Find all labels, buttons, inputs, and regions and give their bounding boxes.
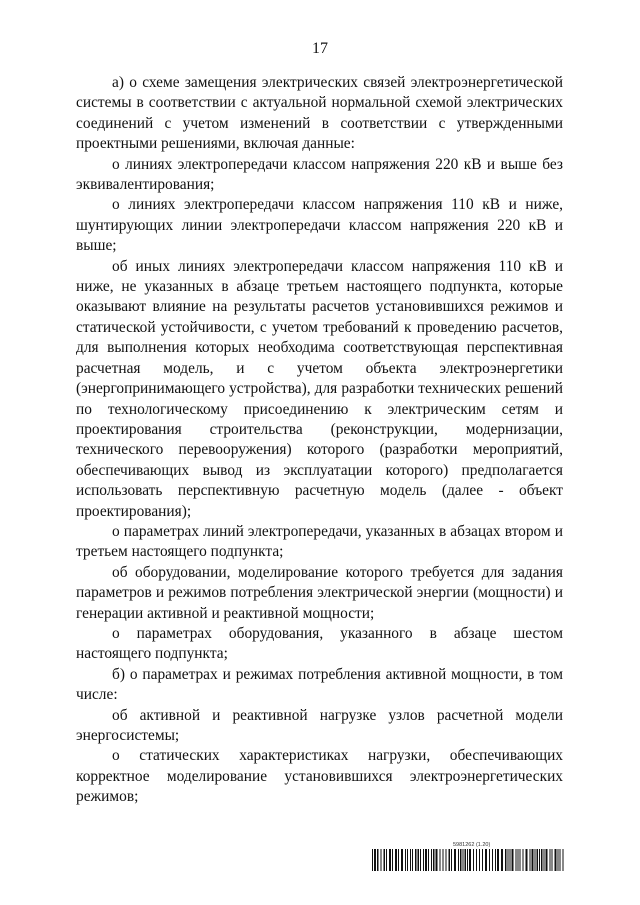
barcode-bar bbox=[443, 849, 444, 871]
barcode-bar bbox=[436, 849, 438, 871]
paragraph-static-characteristics: о статических характеристиках нагрузки, обеспечивающих корректное моделирование установившихся электроэнергетических режимов; bbox=[76, 747, 563, 806]
barcode-bar bbox=[449, 849, 451, 871]
barcode-bar bbox=[384, 849, 386, 871]
barcode-bar bbox=[415, 849, 417, 871]
barcode-bar bbox=[532, 849, 534, 871]
barcode-bar bbox=[410, 849, 411, 871]
barcode-bar bbox=[392, 849, 393, 871]
barcode bbox=[372, 849, 564, 871]
barcode-bar bbox=[460, 849, 462, 871]
barcode-bar bbox=[563, 849, 564, 871]
barcode-bar bbox=[398, 849, 399, 871]
barcode-bar bbox=[508, 849, 509, 871]
barcode-bar bbox=[386, 849, 387, 871]
barcode-bar bbox=[501, 849, 503, 871]
barcode-bar bbox=[458, 849, 459, 871]
barcode-bar bbox=[428, 849, 429, 871]
page-number: 17 bbox=[312, 40, 328, 57]
barcode-bar bbox=[510, 849, 511, 871]
barcode-bar bbox=[431, 849, 432, 871]
barcode-bar bbox=[505, 849, 507, 871]
paragraph-lines-220kv: о линиях электропередачи классом напряжения 220 кВ и выше без эквивалентирования; bbox=[76, 155, 563, 194]
paragraph-node-load: об активной и реактивной нагрузке узлов расчетной модели энергосистемы; bbox=[76, 706, 563, 744]
barcode-bar bbox=[523, 849, 524, 871]
barcode-bar bbox=[418, 849, 420, 871]
barcode-bar bbox=[512, 849, 514, 871]
barcode-bar bbox=[516, 849, 517, 871]
barcode-bar bbox=[482, 849, 483, 871]
barcode-bar bbox=[412, 849, 413, 871]
barcode-bar bbox=[537, 849, 539, 871]
barcode-bar bbox=[374, 849, 376, 871]
barcode-bar bbox=[405, 849, 406, 871]
barcode-bar bbox=[544, 849, 545, 871]
barcode-bar bbox=[401, 849, 403, 871]
barcode-bar bbox=[446, 849, 447, 871]
paragraph-line-parameters: о параметрах линий электропередачи, указанных в абзацах втором и третьем настоящего подпункта; bbox=[76, 522, 563, 561]
barcode-bar bbox=[476, 849, 477, 871]
barcode-bar bbox=[465, 849, 467, 871]
barcode-bar bbox=[485, 849, 487, 871]
barcode-bar bbox=[389, 849, 391, 871]
barcode-bar bbox=[526, 849, 528, 871]
barcode-bar bbox=[495, 849, 496, 871]
barcode-bar bbox=[381, 849, 382, 871]
barcode-bar bbox=[469, 849, 471, 871]
barcode-bar bbox=[492, 849, 493, 871]
barcode-bar bbox=[420, 849, 421, 871]
barcode-bar bbox=[530, 849, 531, 871]
barcode-bar bbox=[479, 849, 480, 871]
paragraph-other-lines: об иных линиях электропередачи классом напряжения 110 кВ и ниже, не указанных в абзаце третьем настоящего подпункта, которые оказывают влияние на результаты расчетов установившихся режимов и статической устойчивости, с учетом требований к проведению расчетов, для выполнения которых необходима соответствующая перспективная расчетная модель, и с учетом объекта электроэнергетики (энергопринимающего устройства), для разработки технических решений по технологическому присоединению к электрическим сетям и проектирования строительства (реконструкции, модернизации, технического перевооружения) которого (разработки мероприятий, обеспечивающих вывод из эксплуатации которого) предполагается использовать перспективную расчетную модель (далее - объект проектирования); bbox=[76, 257, 563, 520]
barcode-bar bbox=[372, 849, 373, 871]
barcode-bar bbox=[518, 849, 519, 871]
barcode-bar bbox=[467, 849, 468, 871]
barcode-bar bbox=[520, 849, 521, 871]
paragraph-lines-110kv: о линиях электропередачи классом напряжения 110 кВ и ниже, шунтирующих линии электропередачи классом напряжения 220 кВ и выше; bbox=[76, 196, 563, 255]
document-body bbox=[76, 73, 563, 808]
barcode-bar bbox=[440, 849, 441, 871]
barcode-bar bbox=[433, 849, 435, 871]
barcode-bar bbox=[451, 849, 452, 871]
barcode-bar bbox=[550, 849, 551, 871]
barcode-bar bbox=[473, 849, 474, 871]
barcode-bar bbox=[539, 849, 540, 871]
barcode-bar bbox=[497, 849, 499, 871]
paragraph-equipment-parameters: о параметрах оборудования, указанного в абзаце шестом настоящего подпункта; bbox=[76, 624, 563, 663]
barcode-bar bbox=[560, 849, 561, 871]
barcode-bar bbox=[463, 849, 464, 871]
barcode-bar bbox=[377, 849, 379, 871]
barcode-bar bbox=[407, 849, 408, 871]
barcode-bar bbox=[454, 849, 456, 871]
barcode-bar bbox=[546, 849, 548, 871]
paragraph-b-consumption: б) о параметрах и режимах потребления активной мощности, в том числе: bbox=[76, 665, 563, 704]
paragraph-a-schema: а) о схеме замещения электрических связей электроэнергетической системы в соответствии с актуальной нормальной схемой электрических соединений с учетом изменений в соответствии с утвержденными проектными решениями, включая данные: bbox=[76, 74, 563, 153]
barcode-bar bbox=[555, 849, 557, 871]
barcode-bar bbox=[558, 849, 559, 871]
barcode-bar bbox=[423, 849, 424, 871]
barcode-bar bbox=[535, 849, 536, 871]
barcode-bar bbox=[541, 849, 543, 871]
barcode-bar bbox=[489, 849, 490, 871]
barcode-bar bbox=[552, 849, 553, 871]
barcode-caption: 5981262 (1.20) bbox=[453, 842, 491, 848]
barcode-bar bbox=[395, 849, 397, 871]
barcode-bar bbox=[425, 849, 427, 871]
paragraph-equipment: об оборудовании, моделирование которого требуется для задания параметров и режимов потребления электрической энергии (мощности) и генерации активной и реактивной мощности; bbox=[76, 563, 563, 622]
